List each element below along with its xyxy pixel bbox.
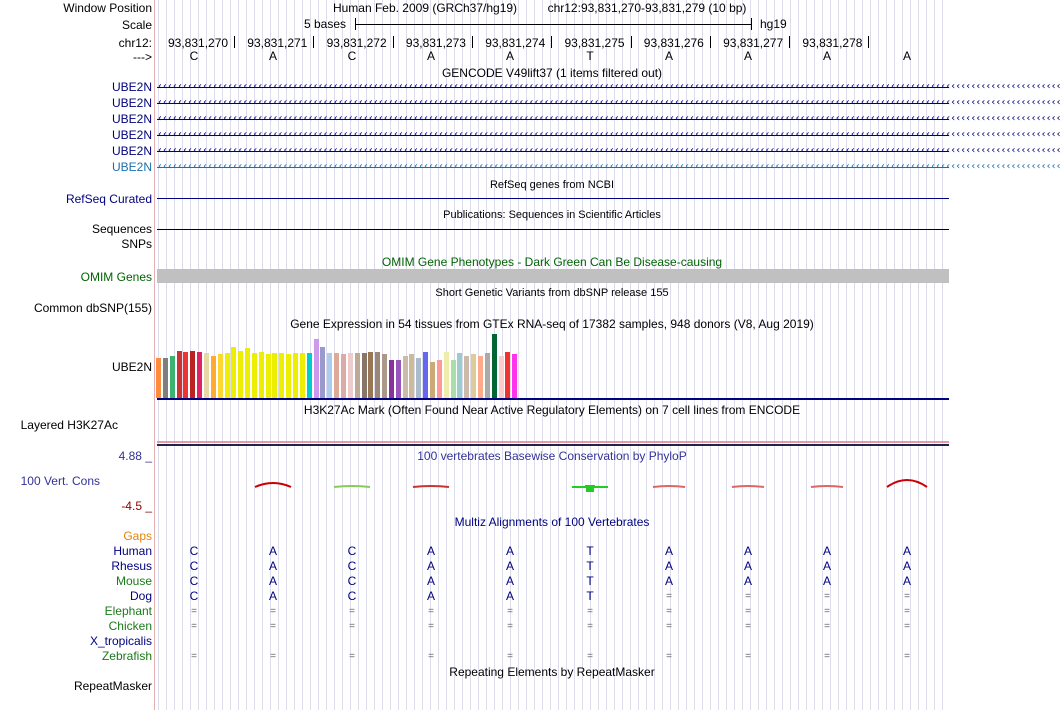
alignment-base: A <box>505 544 515 558</box>
alignment-base: A <box>268 574 278 588</box>
vert-cons-label[interactable]: 100 Vert. Cons <box>20 474 100 488</box>
scale-bar-text: 5 bases <box>304 17 347 31</box>
alignment-gap-mark: = <box>745 621 751 632</box>
gtex-tissue-bar[interactable] <box>334 353 339 398</box>
window-position-label: Window Position <box>63 1 152 15</box>
gtex-tissue-bar[interactable] <box>320 347 325 398</box>
base-letter: C <box>189 49 199 63</box>
gtex-tissue-bar[interactable] <box>327 353 332 398</box>
gtex-tissue-bar[interactable] <box>430 362 435 398</box>
alignment-gap-mark: = <box>904 621 910 632</box>
base-letter: A <box>664 49 674 63</box>
alignment-gap-mark: = <box>745 591 751 602</box>
alignment-gap-mark: = <box>270 651 276 662</box>
phylop-track-title[interactable]: 100 vertebrates Basewise Conservation by PhyloP <box>417 449 687 463</box>
gencode-track-title[interactable]: GENCODE V49lift37 (1 items filtered out) <box>441 66 663 80</box>
gtex-tissue-bar[interactable] <box>362 353 367 398</box>
base-letter: A <box>902 49 912 63</box>
phylop-score-mark <box>653 486 685 487</box>
base-letter: A <box>426 49 436 63</box>
gencode-gene-label-3[interactable]: UBE2N <box>111 112 152 126</box>
gtex-tissue-bar[interactable] <box>499 356 504 398</box>
gencode-transcript-5[interactable] <box>157 144 1061 158</box>
alignment-base: C <box>189 559 199 573</box>
coordinate-tick <box>631 36 632 48</box>
alignment-base: A <box>902 544 912 558</box>
coordinate-tick <box>789 36 790 48</box>
gtex-tissue-bar[interactable] <box>266 354 271 398</box>
alignment-base: A <box>664 544 674 558</box>
alignment-gap-mark: = <box>745 651 751 662</box>
omim-gene-bar[interactable] <box>157 269 949 283</box>
gtex-tissue-bar[interactable] <box>375 352 380 398</box>
strand-arrows: ‹‹‹‹‹‹‹‹‹‹‹‹‹‹‹‹‹‹‹‹‹‹‹‹‹‹‹‹‹‹‹‹‹‹‹‹‹‹‹‹‹‹‹‹‹‹‹‹‹‹‹‹‹‹‹‹‹‹‹‹‹‹‹‹‹‹‹‹‹‹‹‹‹‹‹‹‹‹‹‹‹‹‹‹‹‹‹‹‹‹‹‹‹‹‹‹‹‹‹‹‹‹‹‹‹‹‹‹‹‹‹‹‹‹‹‹‹‹‹‹‹‹‹‹‹‹‹‹‹‹‹‹‹‹‹‹‹‹‹‹‹‹‹‹‹‹‹‹‹‹‹‹‹‹‹‹‹‹‹‹‹‹‹‹‹‹‹‹‹‹‹‹‹‹‹‹‹‹‹‹ <box>157 145 1061 156</box>
coordinate-label: 93,831,276 <box>643 36 704 50</box>
alignment-base: T <box>586 544 594 558</box>
gtex-gene-label[interactable]: UBE2N <box>111 360 152 374</box>
gtex-tissue-bar[interactable] <box>293 353 298 398</box>
h3k27ac-signal-line[interactable] <box>157 441 949 443</box>
gtex-tissue-bar[interactable] <box>444 352 449 398</box>
gtex-tissue-bar[interactable] <box>341 354 346 398</box>
alignment-base: A <box>505 559 515 573</box>
alignment-base: C <box>189 544 199 558</box>
gtex-tissue-bar[interactable] <box>218 354 223 398</box>
species-label-zebrafish[interactable]: Zebrafish <box>101 649 152 663</box>
scale-bar-left-tick <box>355 18 356 30</box>
gtex-tissue-bar[interactable] <box>348 353 353 398</box>
strand-arrows: ‹‹‹‹‹‹‹‹‹‹‹‹‹‹‹‹‹‹‹‹‹‹‹‹‹‹‹‹‹‹‹‹‹‹‹‹‹‹‹‹‹‹‹‹‹‹‹‹‹‹‹‹‹‹‹‹‹‹‹‹‹‹‹‹‹‹‹‹‹‹‹‹‹‹‹‹‹‹‹‹‹‹‹‹‹‹‹‹‹‹‹‹‹‹‹‹‹‹‹‹‹‹‹‹‹‹‹‹‹‹‹‹‹‹‹‹‹‹‹‹‹‹‹‹‹‹‹‹‹‹‹‹‹‹‹‹‹‹‹‹‹‹‹‹‹‹‹‹‹‹‹‹‹‹‹‹‹‹‹‹‹‹‹‹‹‹‹‹‹‹‹‹‹‹‹‹‹‹‹‹ <box>157 81 1061 92</box>
gtex-tissue-bar[interactable] <box>519 369 524 398</box>
alignment-gap-mark: = <box>666 606 672 617</box>
alignment-base: T <box>586 559 594 573</box>
coordinate-tick <box>551 36 552 48</box>
gtex-tissue-bar[interactable] <box>170 356 175 398</box>
gtex-tissue-bar[interactable] <box>505 352 510 398</box>
gtex-tissue-bar[interactable] <box>307 353 312 398</box>
gtex-tissue-bar[interactable] <box>177 351 182 398</box>
window-position-text: chr12:93,831,270-93,831,279 (10 bp) <box>547 1 747 15</box>
alignment-base: A <box>664 559 674 573</box>
alignment-base: A <box>268 559 278 573</box>
alignment-gap-mark: = <box>904 651 910 662</box>
alignment-gap-mark: = <box>428 606 434 617</box>
alignment-base: A <box>902 559 912 573</box>
gencode-gene-label-5[interactable]: UBE2N <box>111 144 152 158</box>
base-letter: A <box>743 49 753 63</box>
alignment-base: A <box>426 559 436 573</box>
alignment-gap-mark: = <box>824 651 830 662</box>
scale-db-label: hg19 <box>760 17 787 31</box>
species-label-dog[interactable]: Dog <box>129 589 152 603</box>
gtex-tissue-bar[interactable] <box>416 358 421 398</box>
phylop-score-mark <box>255 483 291 487</box>
alignment-base: A <box>505 574 515 588</box>
alignment-gap-mark: = <box>191 606 197 617</box>
alignment-gap-mark: = <box>349 621 355 632</box>
alignment-base: C <box>189 589 199 603</box>
alignment-base: A <box>902 574 912 588</box>
phylop-score-mark <box>413 486 449 487</box>
gtex-tissue-bar[interactable] <box>245 348 250 398</box>
alignment-base: T <box>586 589 594 603</box>
gencode-gene-label-2[interactable]: UBE2N <box>111 96 152 110</box>
gtex-baseline <box>157 398 949 400</box>
alignment-gap-mark: = <box>428 621 434 632</box>
gtex-tissue-bar[interactable] <box>389 360 394 398</box>
publications-track-title[interactable]: Publications: Sequences in Scientific Articles <box>443 209 661 221</box>
gtex-tissue-bar[interactable] <box>512 354 517 398</box>
alignment-base: A <box>505 589 515 603</box>
omim-track-title[interactable]: OMIM Gene Phenotypes - Dark Green Can Be Disease-causing <box>381 255 723 269</box>
snps-label[interactable]: SNPs <box>121 237 152 251</box>
alignment-base: A <box>426 544 436 558</box>
cons-max-label: 4.88 _ <box>118 449 152 463</box>
gtex-tissue-bar[interactable] <box>190 351 195 398</box>
base-letter: A <box>505 49 515 63</box>
phylop-conservation-plot[interactable] <box>155 476 950 494</box>
alignment-base: C <box>347 559 357 573</box>
gtex-tissue-bar[interactable] <box>492 334 497 398</box>
phylop-score-mark <box>887 480 927 487</box>
gtex-tissue-bar[interactable] <box>272 353 277 398</box>
coordinate-tick <box>313 36 314 48</box>
alignment-gap-mark: = <box>270 621 276 632</box>
gencode-transcript-6[interactable] <box>157 160 1061 174</box>
omim-genes-label[interactable]: OMIM Genes <box>80 270 152 284</box>
alignment-gap-mark: = <box>428 651 434 662</box>
strand-toggle[interactable]: ---> <box>133 50 152 64</box>
gencode-transcript-3[interactable] <box>157 112 1061 126</box>
gtex-tissue-bar[interactable] <box>368 352 373 398</box>
alignment-gap-mark: = <box>507 621 513 632</box>
alignment-base: C <box>347 574 357 588</box>
alignment-gap-mark: = <box>270 606 276 617</box>
gtex-tissue-bar[interactable] <box>471 354 476 398</box>
chrom-label: chr12: <box>118 36 152 50</box>
gtex-tissue-bar[interactable] <box>485 353 490 398</box>
gtex-tissue-bar[interactable] <box>204 353 209 398</box>
alignment-gap-mark: = <box>507 651 513 662</box>
alignment-base: A <box>822 544 832 558</box>
alignment-base: A <box>822 559 832 573</box>
gtex-tissue-bar[interactable] <box>231 347 236 398</box>
gtex-tissue-bar[interactable] <box>437 360 442 398</box>
scale-label: Scale <box>121 18 152 32</box>
species-label-rhesus[interactable]: Rhesus <box>111 559 152 573</box>
cons-min-label: -4.5 _ <box>121 499 152 513</box>
alignment-gap-mark: = <box>824 606 830 617</box>
gencode-gene-label-1[interactable]: UBE2N <box>111 80 152 94</box>
alignment-gap-mark: = <box>349 606 355 617</box>
gencode-transcript-4[interactable] <box>157 128 1061 142</box>
alignment-base: C <box>347 589 357 603</box>
coordinate-label: 93,831,271 <box>247 36 308 50</box>
gtex-tissue-bar[interactable] <box>238 351 243 398</box>
gtex-tissue-bar[interactable] <box>409 354 414 398</box>
coordinate-label: 93,831,274 <box>485 36 546 50</box>
coordinate-tick <box>472 36 473 48</box>
gtex-tissue-bar[interactable] <box>423 352 428 398</box>
alignment-base: A <box>743 544 753 558</box>
gtex-tissue-bar[interactable] <box>211 356 216 398</box>
alignment-gap-mark: = <box>587 621 593 632</box>
coordinate-tick <box>868 36 869 48</box>
phylop-score-mark <box>572 486 608 487</box>
alignment-gap-mark: = <box>349 651 355 662</box>
h3k27ac-baseline <box>157 444 949 446</box>
gtex-tissue-bar[interactable] <box>259 352 264 398</box>
alignment-base: A <box>426 589 436 603</box>
species-label-mouse[interactable]: Mouse <box>115 574 152 588</box>
gaps-label[interactable]: Gaps <box>123 529 152 543</box>
base-letter: A <box>268 49 278 63</box>
gtex-tissue-bar[interactable] <box>163 358 168 398</box>
alignment-gap-mark: = <box>824 591 830 602</box>
strand-arrows: ‹‹‹‹‹‹‹‹‹‹‹‹‹‹‹‹‹‹‹‹‹‹‹‹‹‹‹‹‹‹‹‹‹‹‹‹‹‹‹‹‹‹‹‹‹‹‹‹‹‹‹‹‹‹‹‹‹‹‹‹‹‹‹‹‹‹‹‹‹‹‹‹‹‹‹‹‹‹‹‹‹‹‹‹‹‹‹‹‹‹‹‹‹‹‹‹‹‹‹‹‹‹‹‹‹‹‹‹‹‹‹‹‹‹‹‹‹‹‹‹‹‹‹‹‹‹‹‹‹‹‹‹‹‹‹‹‹‹‹‹‹‹‹‹‹‹‹‹‹‹‹‹‹‹‹‹‹‹‹‹‹‹‹‹‹‹‹‹‹‹‹‹‹‹‹‹‹‹‹‹ <box>157 129 1061 140</box>
gtex-tissue-bar[interactable] <box>183 352 188 398</box>
gtex-tissue-bar[interactable] <box>156 358 161 398</box>
alignment-gap-mark: = <box>904 591 910 602</box>
coordinate-label: 93,831,270 <box>168 36 229 50</box>
species-label-chicken[interactable]: Chicken <box>108 619 152 633</box>
phylop-score-mark <box>334 486 370 487</box>
scale-bar-right-tick <box>751 18 752 30</box>
refseq-gene-line[interactable] <box>157 198 949 199</box>
gtex-tissue-bar[interactable] <box>279 353 284 398</box>
base-letter: T <box>586 49 594 63</box>
strand-arrows: ‹‹‹‹‹‹‹‹‹‹‹‹‹‹‹‹‹‹‹‹‹‹‹‹‹‹‹‹‹‹‹‹‹‹‹‹‹‹‹‹‹‹‹‹‹‹‹‹‹‹‹‹‹‹‹‹‹‹‹‹‹‹‹‹‹‹‹‹‹‹‹‹‹‹‹‹‹‹‹‹‹‹‹‹‹‹‹‹‹‹‹‹‹‹‹‹‹‹‹‹‹‹‹‹‹‹‹‹‹‹‹‹‹‹‹‹‹‹‹‹‹‹‹‹‹‹‹‹‹‹‹‹‹‹‹‹‹‹‹‹‹‹‹‹‹‹‹‹‹‹‹‹‹‹‹‹‹‹‹‹‹‹‹‹‹‹‹‹‹‹‹‹‹‹‹‹‹‹‹‹ <box>157 161 1061 172</box>
gencode-gene-label-6[interactable]: UBE2N <box>111 160 152 174</box>
alignment-base: A <box>426 574 436 588</box>
coordinate-label: 93,831,273 <box>405 36 466 50</box>
gtex-tissue-bar[interactable] <box>225 353 230 398</box>
gencode-transcript-2[interactable] <box>157 96 1061 110</box>
refseq-curated-label[interactable]: RefSeq Curated <box>65 192 152 206</box>
gtex-tissue-bar[interactable] <box>403 356 408 398</box>
alignment-base: C <box>347 544 357 558</box>
coordinate-tick <box>393 36 394 48</box>
alignment-gap-mark: = <box>191 651 197 662</box>
repeatmasker-label[interactable]: RepeatMasker <box>73 679 152 693</box>
alignment-base: A <box>743 574 753 588</box>
track-label-column <box>0 0 155 710</box>
coordinate-label: 93,831,272 <box>326 36 387 50</box>
base-letter: C <box>347 49 357 63</box>
alignment-base: A <box>664 574 674 588</box>
gtex-tissue-bar[interactable] <box>252 353 257 398</box>
strand-arrows: ‹‹‹‹‹‹‹‹‹‹‹‹‹‹‹‹‹‹‹‹‹‹‹‹‹‹‹‹‹‹‹‹‹‹‹‹‹‹‹‹‹‹‹‹‹‹‹‹‹‹‹‹‹‹‹‹‹‹‹‹‹‹‹‹‹‹‹‹‹‹‹‹‹‹‹‹‹‹‹‹‹‹‹‹‹‹‹‹‹‹‹‹‹‹‹‹‹‹‹‹‹‹‹‹‹‹‹‹‹‹‹‹‹‹‹‹‹‹‹‹‹‹‹‹‹‹‹‹‹‹‹‹‹‹‹‹‹‹‹‹‹‹‹‹‹‹‹‹‹‹‹‹‹‹‹‹‹‹‹‹‹‹‹‹‹‹‹‹‹‹‹‹‹‹‹‹‹‹‹‹ <box>157 113 1061 124</box>
coordinate-label: 93,831,277 <box>723 36 784 50</box>
coordinate-tick <box>710 36 711 48</box>
alignment-gap-mark: = <box>587 606 593 617</box>
base-letter: A <box>822 49 832 63</box>
multiz-track-title[interactable]: Multiz Alignments of 100 Vertebrates <box>454 515 650 529</box>
gtex-tissue-bar[interactable] <box>355 353 360 398</box>
gtex-tissue-bar[interactable] <box>457 353 462 398</box>
gencode-transcript-1[interactable] <box>157 80 1061 94</box>
gtex-tissue-bar[interactable] <box>382 354 387 398</box>
alignment-gap-mark: = <box>191 621 197 632</box>
alignment-gap-mark: = <box>824 621 830 632</box>
alignment-base: A <box>268 544 278 558</box>
gtex-tissue-bar[interactable] <box>314 339 319 398</box>
gtex-track-title[interactable]: Gene Expression in 54 tissues from GTEx RNA-seq of 17382 samples, 948 donors (V8, Aug 2019) <box>290 317 814 331</box>
sequence-line <box>157 229 949 230</box>
scale-bar-line <box>355 24 752 25</box>
gtex-tissue-bar[interactable] <box>300 353 305 398</box>
alignment-base: T <box>586 574 594 588</box>
gtex-tissue-bar[interactable] <box>286 354 291 398</box>
alignment-gap-mark: = <box>666 621 672 632</box>
alignment-base: A <box>743 559 753 573</box>
coordinate-label: 93,831,278 <box>802 36 863 50</box>
phylop-score-mark <box>586 487 594 492</box>
species-label-x-tropicalis[interactable]: X_tropicalis <box>89 634 152 648</box>
phylop-score-mark <box>811 486 843 487</box>
alignment-gap-mark: = <box>507 606 513 617</box>
gtex-tissue-bar[interactable] <box>197 352 202 398</box>
dbsnp-track-title[interactable]: Short Genetic Variants from dbSNP release 155 <box>435 287 669 299</box>
alignment-gap-mark: = <box>587 651 593 662</box>
alignment-gap-mark: = <box>666 591 672 602</box>
alignment-gap-mark: = <box>904 606 910 617</box>
layered-h3k27ac-label[interactable]: Layered H3K27Ac <box>20 418 118 432</box>
species-label-elephant[interactable]: Elephant <box>104 604 152 618</box>
alignment-base: A <box>822 574 832 588</box>
sequences-label[interactable]: Sequences <box>91 222 152 236</box>
alignment-gap-mark: = <box>666 651 672 662</box>
gtex-tissue-bar[interactable] <box>451 360 456 398</box>
gtex-tissue-bar[interactable] <box>396 360 401 398</box>
alignment-base: C <box>189 574 199 588</box>
gtex-tissue-bar[interactable] <box>464 356 469 398</box>
repeatmasker-track-title[interactable]: Repeating Elements by RepeatMasker <box>449 665 655 679</box>
coordinate-label: 93,831,275 <box>564 36 625 50</box>
alignment-base: A <box>268 589 278 603</box>
gtex-tissue-bar[interactable] <box>478 356 483 398</box>
species-label-human[interactable]: Human <box>113 544 152 558</box>
common-dbsnp-label[interactable]: Common dbSNP(155) <box>33 301 152 315</box>
coordinate-tick <box>234 36 235 48</box>
phylop-score-mark <box>732 486 764 487</box>
gencode-gene-label-4[interactable]: UBE2N <box>111 128 152 142</box>
assembly-title: Human Feb. 2009 (GRCh37/hg19) <box>332 1 518 15</box>
h3k27ac-track-title[interactable]: H3K27Ac Mark (Often Found Near Active Regulatory Elements) on 7 cell lines from ENCODE <box>303 403 801 417</box>
refseq-track-title[interactable]: RefSeq genes from NCBI <box>489 179 615 191</box>
alignment-gap-mark: = <box>745 606 751 617</box>
strand-arrows: ‹‹‹‹‹‹‹‹‹‹‹‹‹‹‹‹‹‹‹‹‹‹‹‹‹‹‹‹‹‹‹‹‹‹‹‹‹‹‹‹‹‹‹‹‹‹‹‹‹‹‹‹‹‹‹‹‹‹‹‹‹‹‹‹‹‹‹‹‹‹‹‹‹‹‹‹‹‹‹‹‹‹‹‹‹‹‹‹‹‹‹‹‹‹‹‹‹‹‹‹‹‹‹‹‹‹‹‹‹‹‹‹‹‹‹‹‹‹‹‹‹‹‹‹‹‹‹‹‹‹‹‹‹‹‹‹‹‹‹‹‹‹‹‹‹‹‹‹‹‹‹‹‹‹‹‹‹‹‹‹‹‹‹‹‹‹‹‹‹‹‹‹‹‹‹‹‹‹‹‹ <box>157 97 1061 108</box>
